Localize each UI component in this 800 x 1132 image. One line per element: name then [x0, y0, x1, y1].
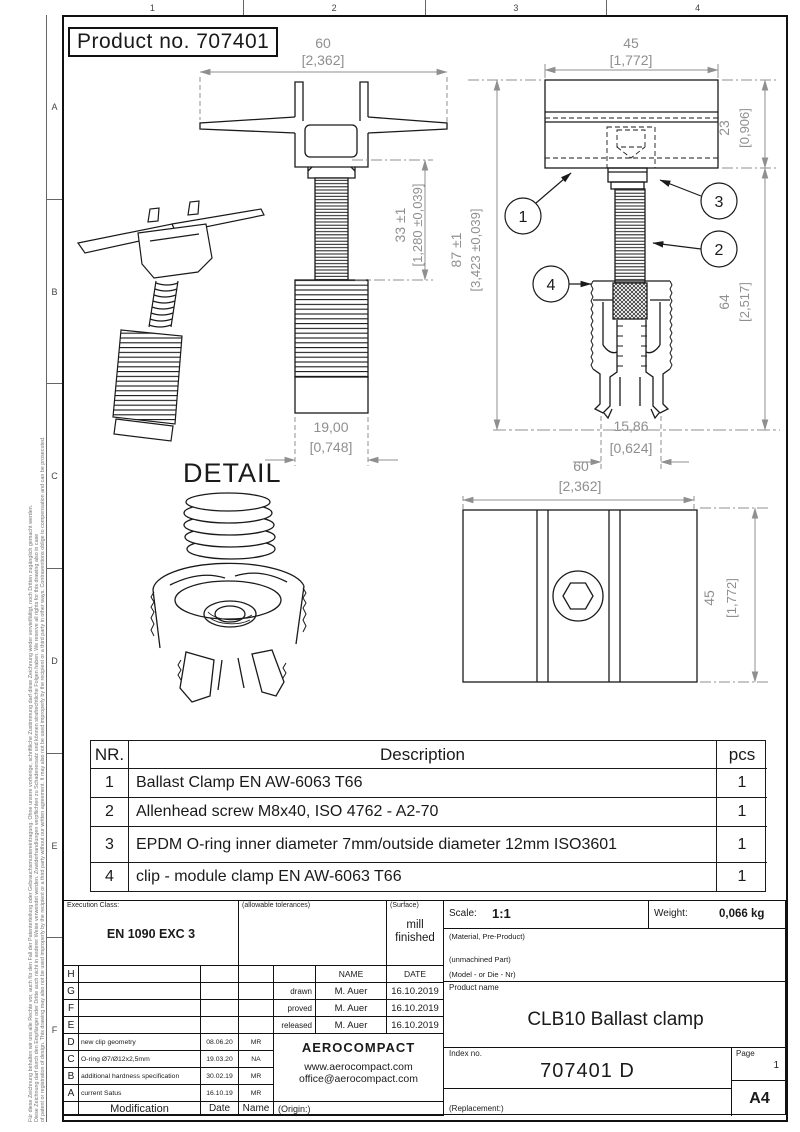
part-description: EPDM O-ring inner diameter 7mm/outside diameter 12mm ISO3601	[129, 827, 717, 863]
part-description: Allenhead screw M8x40, ISO 4762 - A2-70	[129, 798, 717, 827]
rev-zone: D	[64, 1034, 79, 1051]
rev-text: new clip geometry	[79, 1034, 201, 1051]
index-value: 707401 D	[540, 1059, 635, 1082]
rev-date: 30.02.19	[201, 1068, 239, 1085]
replacement-label: (Replacement:)	[444, 1089, 732, 1116]
part-nr: 1	[91, 769, 129, 798]
zone-letter: B	[47, 200, 62, 385]
balloon-number: 4	[546, 277, 556, 294]
col-header-nr: NR.	[91, 741, 129, 769]
rev-empty	[201, 966, 239, 983]
rev-zone: C	[64, 1051, 79, 1068]
rev-empty	[79, 983, 201, 1000]
zone-letter: A	[47, 15, 62, 200]
zone-number: 4	[695, 2, 701, 13]
company-name: AEROCOMPACT	[301, 1040, 416, 1055]
rev-zone: A	[64, 1085, 79, 1102]
dim-text: 45	[623, 35, 639, 51]
modification-footer: Modification	[79, 1102, 201, 1116]
dim-text: [1,280 ±0,039]	[410, 183, 425, 267]
approval-date: 16.10.2019	[387, 1000, 444, 1017]
approval-name: M. Auer	[316, 1017, 387, 1034]
dim-text: 33 ±1	[392, 207, 408, 243]
dim-text: 64	[716, 294, 732, 310]
dimension-lines	[200, 64, 780, 682]
rev-date: 19.03.20	[201, 1051, 239, 1068]
rev-date: 08.06.20	[201, 1034, 239, 1051]
zone-letter: F	[51, 1025, 58, 1036]
isometric-view	[78, 201, 264, 441]
model-label: (Model - or Die - Nr)	[449, 970, 516, 979]
weight-value: 0,066 kg	[719, 908, 765, 920]
disclaimer-line: Für diese Zeichnung behalten wir uns alle Rechte vor, auch für den Fall der Patenterteilung oder Gebrauchsmustereintragung. Ohne unsere vorherige, schriftliche Zustimmung darf diese Zeichnung weder vervielfältigt, noch Dritten zugänglich gemacht werden.	[28, 504, 34, 1122]
unmachined-label: (unmachined Part)	[449, 955, 511, 964]
scale-cell	[444, 901, 649, 929]
rev-name: MR	[239, 1034, 274, 1051]
detail-view	[151, 493, 306, 702]
zone-number: 1	[62, 0, 244, 15]
dim-text: [2,362]	[558, 478, 602, 494]
weight-label: Weight:	[654, 908, 688, 919]
part-description: Ballast Clamp EN AW-6063 T66	[129, 769, 717, 798]
rev-zone: F	[64, 1000, 79, 1017]
dim-text: 87 ±1	[448, 232, 464, 268]
approval-role: released	[274, 1017, 316, 1034]
rev-empty	[239, 983, 274, 1000]
plan-view	[463, 510, 697, 682]
disclaimer-line: Diese Zeichnung darf durch den Empfänger oder Dritte auch nicht in anderer Weise verwendet werden. Zuwiderhandlungen verpflichten zu Schadenersatz und können strafrechtliche Folgen haben. We reserve all rights for this drawing also in case	[34, 533, 40, 1122]
material-label: (Material, Pre-Product)	[449, 932, 525, 941]
rev-empty	[201, 1017, 239, 1034]
rev-empty	[79, 966, 201, 983]
rev-empty	[64, 1102, 79, 1116]
dim-text: [1,772]	[609, 52, 653, 68]
part-description: clip - module clamp EN AW-6063 T66	[129, 863, 717, 891]
zone-number: 2	[244, 0, 426, 15]
dim-text: [0,624]	[609, 440, 653, 456]
rev-empty	[79, 1017, 201, 1034]
dim-text: [3,423 ±0,039]	[468, 208, 483, 292]
rev-name: MR	[239, 1085, 274, 1102]
dim-text: 60	[315, 35, 331, 51]
detail-view-label: DETAIL	[183, 458, 282, 488]
part-pcs: 1	[717, 798, 767, 827]
material-cell	[444, 929, 787, 982]
title-block	[63, 900, 786, 1115]
rev-empty	[201, 983, 239, 1000]
part-pcs: 1	[737, 868, 747, 885]
company-cell	[274, 1034, 444, 1102]
product-number-label: Product no. 707401	[68, 27, 278, 57]
origin-label: (Origin:)	[274, 1102, 444, 1116]
dim-text: [0,906]	[737, 108, 752, 148]
rev-text: additional hardness specification	[79, 1068, 201, 1085]
execution-class-value: EN 1090 EXC 3	[106, 927, 196, 941]
dim-text: 60	[573, 458, 589, 474]
approval-name: M. Auer	[316, 983, 387, 1000]
rev-zone: E	[64, 1017, 79, 1034]
rev-empty	[239, 966, 274, 983]
tolerances-label: (allowable tolerances)	[242, 902, 311, 909]
dim-text: 23	[716, 120, 732, 136]
side-view	[545, 80, 718, 418]
rev-empty	[239, 1000, 274, 1017]
weight-cell	[649, 901, 787, 929]
rev-zone: B	[64, 1068, 79, 1085]
dim-text: 45	[701, 590, 717, 606]
zone-number: 3	[426, 0, 608, 15]
dim-text: [1,772]	[724, 578, 739, 618]
approval-date: 16.10.2019	[387, 1017, 444, 1034]
company-website: www.aerocompact.com	[304, 1061, 413, 1073]
surface-cell	[387, 901, 444, 966]
rev-name: MR	[239, 1068, 274, 1085]
rev-date: 16.10.19	[201, 1085, 239, 1102]
col-header-pcs: pcs	[717, 741, 767, 769]
rev-text: current Satus	[79, 1085, 201, 1102]
dim-text: [2,362]	[301, 52, 345, 68]
zone-letter: E	[47, 754, 62, 939]
approval-date: 16.10.2019	[387, 983, 444, 1000]
page-label: Page	[736, 1049, 755, 1058]
balloon-number: 1	[518, 209, 528, 226]
execution-class-label: Execution Class:	[67, 902, 120, 909]
part-nr: 4	[91, 863, 129, 891]
rev-empty	[201, 1000, 239, 1017]
approval-role: drawn	[274, 983, 316, 1000]
product-name-cell	[444, 982, 787, 1048]
surface-label: (Surface)	[390, 902, 419, 909]
approval-role: proved	[274, 1000, 316, 1017]
part-pcs: 1	[717, 769, 767, 798]
zone-letter: C	[47, 384, 62, 569]
date-header: DATE	[387, 966, 444, 983]
balloon-number: 2	[714, 242, 724, 259]
scale-label: Scale:	[449, 908, 477, 919]
rev-zone: H	[64, 966, 79, 983]
product-name-value: CLB10 Ballast clamp	[527, 1009, 704, 1030]
index-cell	[444, 1048, 732, 1089]
part-pcs: 1	[717, 827, 767, 863]
name-header: NAME	[316, 966, 387, 983]
tolerances-cell	[239, 901, 387, 966]
dim-text: [0,748]	[309, 439, 353, 455]
page-cell	[732, 1048, 787, 1081]
rev-zone: G	[64, 983, 79, 1000]
product-name-label: Product name	[449, 983, 499, 992]
rev-text: O-ring Ø7/Ø12x2,5mm	[79, 1051, 201, 1068]
scale-value: 1:1	[492, 906, 511, 921]
dim-text: 15,86	[613, 418, 649, 434]
surface-value: mill finished	[395, 919, 435, 944]
page-value: 1	[773, 1060, 779, 1071]
date-footer: Date	[201, 1102, 239, 1116]
parts-table	[90, 740, 766, 892]
company-email: office@aerocompact.com	[298, 1073, 419, 1085]
rev-empty	[239, 1017, 274, 1034]
name-footer: Name	[239, 1102, 274, 1116]
part-nr: 2	[91, 798, 129, 827]
part-nr: 3	[91, 827, 129, 863]
approval-name: M. Auer	[316, 1000, 387, 1017]
rev-name: NA	[239, 1051, 274, 1068]
format-value: A4	[749, 1089, 770, 1107]
rev-empty	[79, 1000, 201, 1017]
col-header-description: Description	[129, 741, 717, 769]
dim-text: [2,517]	[737, 282, 752, 322]
balloon-number: 3	[714, 194, 724, 211]
index-label: Index no.	[449, 1049, 482, 1058]
approval-role	[274, 966, 316, 983]
disclaimer-line: of patent or registration of design. This drawing may also not be used improperly by the recipient or a third party without our written agreement. It may also not be used improperly by the recipient or a third party in other ways. Contraventions oblige to compensation and can be prosecuted.	[40, 436, 46, 1122]
execution-class-cell	[64, 901, 239, 966]
zone-letter: D	[47, 569, 62, 754]
dim-text: 19,00	[313, 419, 349, 435]
